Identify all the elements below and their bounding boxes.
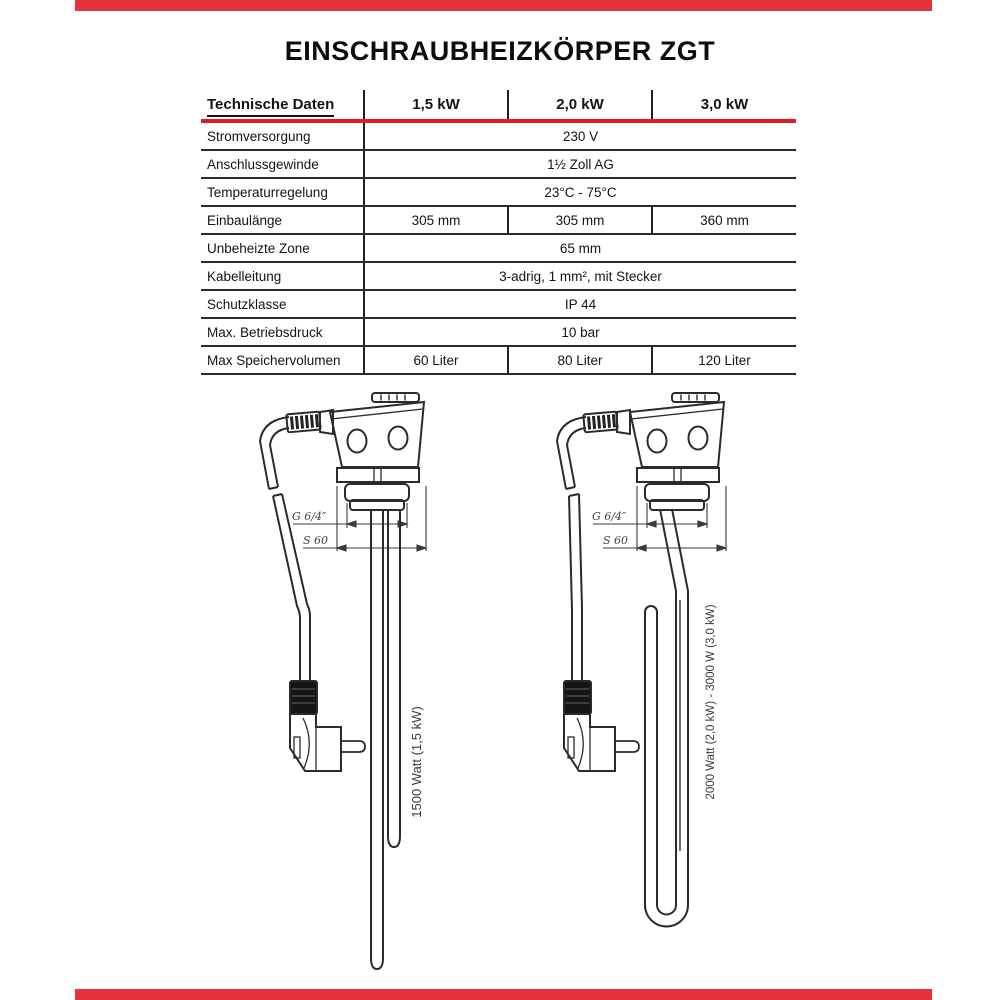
table-row [201,290,796,318]
spec-label: Max. Betriebsdruck [201,318,364,346]
spec-value: 305 mm [508,206,652,234]
spec-value: 230 V [364,121,796,150]
table-header-label: Technische Daten [201,90,364,121]
heater-drawing-1-5kw [238,388,444,984]
spec-label: Kabelleitung [201,262,364,290]
spec-value: 65 mm [364,234,796,262]
table-row [201,178,796,206]
table-row [201,121,796,150]
column-header-3-0kw: 3,0 kW [652,90,796,121]
spec-value: IP 44 [364,290,796,318]
spec-value: 23°C - 75°C [364,178,796,206]
spec-value: 60 Liter [364,346,508,374]
heating-tube-straight [371,509,400,969]
table-header-row [201,90,796,121]
top-red-band [75,0,932,11]
table-row [201,346,796,374]
table-row [201,234,796,262]
spec-label: Einbaulänge [201,206,364,234]
spec-value: 360 mm [652,206,796,234]
spec-value: 10 bar [364,318,796,346]
spec-label: Anschlussgewinde [201,150,364,178]
spec-label: Max Speichervolumen [201,346,364,374]
table-row [201,318,796,346]
table-row [201,150,796,178]
power-cable-drawing [557,417,586,681]
heating-tube-u-loop [645,509,688,926]
spec-label: Stromversorgung [201,121,364,150]
spec-value: 80 Liter [508,346,652,374]
spec-value: 1½ Zoll AG [364,150,796,178]
spec-label: Unbeheizte Zone [201,234,364,262]
heater-drawing-2-3kw [538,388,744,954]
spec-value: 3-adrig, 1 mm², mit Stecker [364,262,796,290]
column-header-2-0kw: 2,0 kW [508,90,652,121]
table-row [201,206,796,234]
wattage-label-left: 1500 Watt (1,5 kW) [409,706,424,818]
bottom-red-band [75,989,932,1000]
spec-value: 120 Liter [652,346,796,374]
spec-label: Schutzklasse [201,290,364,318]
power-cable-drawing [260,417,310,681]
technical-data-table [201,90,796,375]
column-header-1-5kw: 1,5 kW [364,90,508,121]
page-title: EINSCHRAUBHEIZKÖRPER ZGT [284,36,716,66]
table-row [201,262,796,290]
spec-value: 305 mm [364,206,508,234]
spec-label: Temperaturregelung [201,178,364,206]
wattage-label-right: 2000 Watt (2,0 kW) - 3000 W (3,0 kW) [705,604,717,800]
